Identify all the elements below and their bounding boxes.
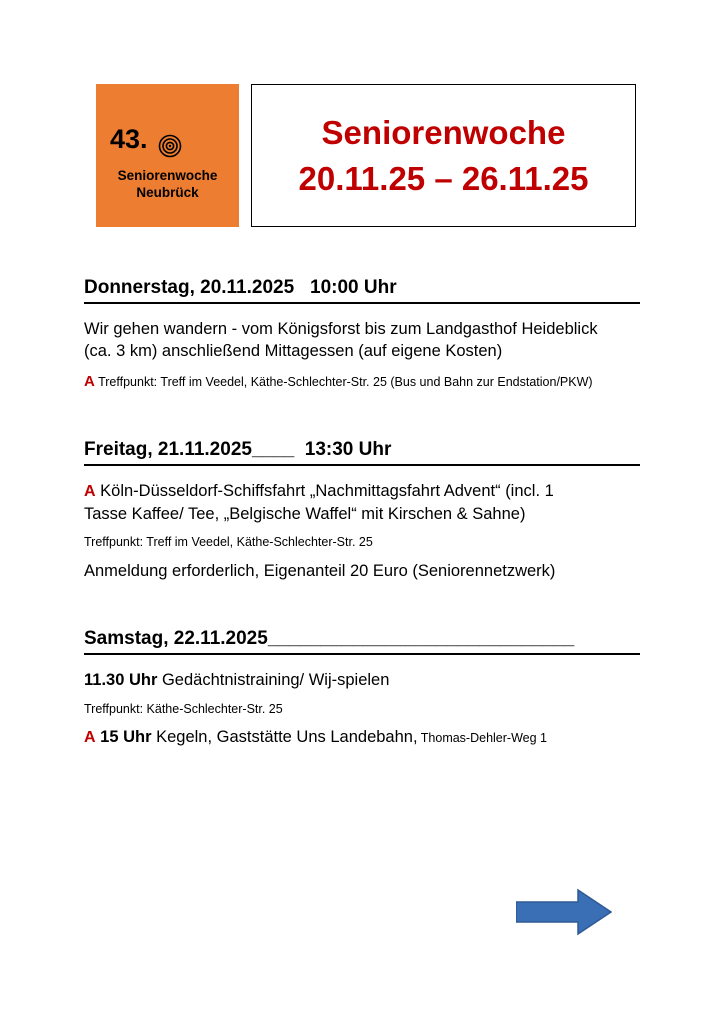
- logo-name-line1: Seniorenwoche: [117, 168, 218, 183]
- marker-icon: A: [84, 482, 96, 500]
- event-line: [84, 480, 640, 503]
- day-heading: Donnerstag, 20.11.2025 10:00 Uhr: [84, 275, 640, 304]
- title-box: [251, 84, 636, 227]
- event-registration-note: Anmeldung erforderlich, Eigenanteil 20 Euro (Seniorennetzwerk): [84, 561, 556, 580]
- event-line: (ca. 3 km) anschließend Mittagessen (auf eigene Kosten): [84, 342, 503, 361]
- day-block-donnerstag: [84, 275, 640, 393]
- event-line: [84, 726, 640, 749]
- event-meeting-point: [84, 371, 640, 393]
- next-page-arrow[interactable]: [516, 888, 612, 936]
- event-time: 15 Uhr: [100, 727, 152, 746]
- event-meeting-point: Treffpunkt: Käthe-Schlechter-Str. 25: [84, 701, 283, 716]
- day-heading: Samstag, 22.11.2025_____________________________: [84, 626, 640, 655]
- event-address: Thomas-Dehler-Weg 1: [417, 730, 547, 745]
- event-line: Wir gehen wandern - vom Königsforst bis zum Landgasthof Heideblick: [84, 319, 598, 338]
- seniorenwoche-logo: [96, 84, 239, 227]
- day-block-freitag: [84, 437, 640, 582]
- marker-icon: A: [84, 373, 95, 391]
- page-title: Seniorenwoche: [321, 114, 566, 152]
- event-meeting-point: Treffpunkt: Treff im Veedel, Käthe-Schlechter-Str. 25: [84, 535, 373, 550]
- marker-icon: A: [84, 728, 96, 746]
- event-meeting-point-text: Treffpunkt: Treff im Veedel, Käthe-Schlechter-Str. 25 (Bus und Bahn zur Endstation/PKW): [98, 375, 593, 390]
- spiral-icon: [158, 134, 182, 158]
- schedule-content: [84, 275, 640, 749]
- logo-edition-number: 43.: [110, 124, 148, 154]
- event-line: Tasse Kaffee/ Tee, „Belgische Waffel“ mit Kirschen & Sahne): [84, 504, 526, 523]
- day-heading: Freitag, 21.11.2025____ 13:30 Uhr: [84, 437, 640, 466]
- event-time: 11.30 Uhr: [84, 670, 158, 689]
- event-line: [84, 669, 640, 692]
- logo-name-line2: Neubrück: [136, 185, 199, 200]
- event-line-text: Gedächtnistraining/ Wij-spielen: [157, 670, 390, 689]
- document-header: [96, 84, 636, 227]
- page-title-dates: 20.11.25 – 26.11.25: [298, 159, 589, 197]
- event-line-text: Kegeln, Gaststätte Uns Landebahn,: [151, 727, 418, 746]
- event-line-text: Köln-Düsseldorf-Schiffsfahrt „Nachmittagsfahrt Advent“ (incl. 1: [100, 481, 554, 500]
- day-block-samstag: [84, 626, 640, 749]
